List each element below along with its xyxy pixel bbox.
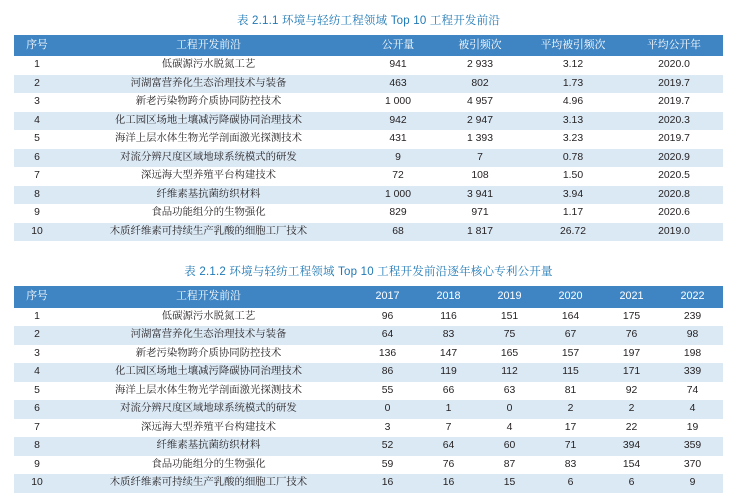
cell-no: 4 (14, 363, 60, 381)
cell-frontier: 对流分辨尺度区域地球系统模式的研发 (60, 149, 357, 167)
table-2-col-2022: 2022 (662, 286, 723, 307)
cell-2017: 64 (357, 326, 418, 344)
table-1-col-frontier: 工程开发前沿 (60, 35, 357, 56)
cell-2021: 76 (601, 326, 662, 344)
cell-avg-year: 2019.7 (625, 93, 723, 111)
table-row (14, 382, 723, 400)
table-1-col-avg-year: 平均公开年 (625, 35, 723, 56)
cell-citations: 2 947 (439, 112, 521, 130)
table-block-2 (14, 257, 723, 492)
cell-2022: 74 (662, 382, 723, 400)
cell-avg-year: 2020.0 (625, 56, 723, 74)
cell-2019: 75 (479, 326, 540, 344)
cell-2022: 370 (662, 456, 723, 474)
cell-2019: 60 (479, 437, 540, 455)
cell-frontier: 食品功能组分的生物强化 (60, 204, 357, 222)
cell-no: 1 (14, 308, 60, 326)
table-2-col-2017: 2017 (357, 286, 418, 307)
cell-disclosures: 72 (357, 167, 439, 185)
cell-avg-year: 2019.0 (625, 223, 723, 241)
cell-no: 4 (14, 112, 60, 130)
cell-2019: 4 (479, 419, 540, 437)
table-row (14, 345, 723, 363)
cell-2021: 175 (601, 308, 662, 326)
cell-2021: 154 (601, 456, 662, 474)
cell-avg-citations: 4.96 (521, 93, 625, 111)
table-1-body (14, 56, 723, 241)
cell-frontier: 河湖富营养化生态治理技术与装备 (60, 75, 357, 93)
cell-2019: 87 (479, 456, 540, 474)
cell-2020: 71 (540, 437, 601, 455)
cell-frontier: 对流分辨尺度区域地球系统模式的研发 (60, 400, 357, 418)
table-row (14, 223, 723, 241)
cell-disclosures: 941 (357, 56, 439, 74)
cell-no: 3 (14, 345, 60, 363)
cell-2019: 151 (479, 308, 540, 326)
cell-2020: 115 (540, 363, 601, 381)
cell-2021: 92 (601, 382, 662, 400)
cell-no: 8 (14, 186, 60, 204)
cell-2022: 198 (662, 345, 723, 363)
cell-frontier: 木质纤维素可持续生产乳酸的细胞工厂技术 (60, 474, 357, 492)
cell-2018: 7 (418, 419, 479, 437)
table-2-col-2019: 2019 (479, 286, 540, 307)
table-row (14, 419, 723, 437)
cell-avg-citations: 3.94 (521, 186, 625, 204)
cell-2020: 83 (540, 456, 601, 474)
table-2-caption: 表 2.1.2 环境与轻纺工程领域 Top 10 工程开发前沿逐年核心专利公开量 (184, 266, 553, 279)
cell-2017: 52 (357, 437, 418, 455)
cell-2020: 164 (540, 308, 601, 326)
cell-2019: 0 (479, 400, 540, 418)
cell-2017: 136 (357, 345, 418, 363)
cell-frontier: 海洋上层水体生物光学剖面激光探测技术 (60, 130, 357, 148)
cell-avg-citations: 1.50 (521, 167, 625, 185)
cell-2018: 1 (418, 400, 479, 418)
table-2-col-no: 序号 (14, 286, 60, 307)
cell-avg-year: 2019.7 (625, 75, 723, 93)
cell-2021: 197 (601, 345, 662, 363)
cell-frontier: 化工园区场地土壤减污降碳协同治理技术 (60, 112, 357, 130)
cell-2022: 339 (662, 363, 723, 381)
cell-frontier: 深远海大型养殖平台构建技术 (60, 419, 357, 437)
cell-frontier: 木质纤维素可持续生产乳酸的细胞工厂技术 (60, 223, 357, 241)
table-1 (14, 35, 723, 241)
cell-frontier: 新老污染物跨介质协同防控技术 (60, 345, 357, 363)
cell-citations: 971 (439, 204, 521, 222)
cell-avg-citations: 3.23 (521, 130, 625, 148)
cell-frontier: 深远海大型养殖平台构建技术 (60, 167, 357, 185)
cell-disclosures: 431 (357, 130, 439, 148)
table-row (14, 326, 723, 344)
table-2-col-frontier: 工程开发前沿 (60, 286, 357, 307)
cell-avg-citations: 1.73 (521, 75, 625, 93)
cell-2018: 119 (418, 363, 479, 381)
cell-no: 6 (14, 149, 60, 167)
cell-citations: 3 941 (439, 186, 521, 204)
cell-2022: 359 (662, 437, 723, 455)
table-2-col-2021: 2021 (601, 286, 662, 307)
cell-2021: 2 (601, 400, 662, 418)
cell-no: 5 (14, 382, 60, 400)
cell-avg-citations: 0.78 (521, 149, 625, 167)
cell-2017: 0 (357, 400, 418, 418)
cell-avg-year: 2020.9 (625, 149, 723, 167)
cell-disclosures: 68 (357, 223, 439, 241)
cell-2018: 66 (418, 382, 479, 400)
table-1-caption: 表 2.1.1 环境与轻纺工程领域 Top 10 工程开发前沿 (236, 15, 501, 27)
cell-frontier: 海洋上层水体生物光学剖面激光探测技术 (60, 382, 357, 400)
cell-no: 9 (14, 204, 60, 222)
cell-citations: 108 (439, 167, 521, 185)
cell-avg-year: 2019.7 (625, 130, 723, 148)
cell-disclosures: 1 000 (357, 186, 439, 204)
cell-disclosures: 829 (357, 204, 439, 222)
table-2 (14, 286, 723, 492)
cell-frontier: 新老污染物跨介质协同防控技术 (60, 93, 357, 111)
cell-avg-year: 2020.3 (625, 112, 723, 130)
cell-frontier: 低碳源污水脱氮工艺 (60, 56, 357, 74)
cell-no: 2 (14, 326, 60, 344)
cell-no: 1 (14, 56, 60, 74)
cell-no: 3 (14, 93, 60, 111)
cell-2020: 2 (540, 400, 601, 418)
table-row (14, 186, 723, 204)
cell-no: 9 (14, 456, 60, 474)
cell-2018: 147 (418, 345, 479, 363)
cell-2022: 239 (662, 308, 723, 326)
cell-2019: 15 (479, 474, 540, 492)
cell-2020: 67 (540, 326, 601, 344)
table-1-col-avg-citations: 平均被引频次 (521, 35, 625, 56)
cell-frontier: 纤维素基抗菌纺织材料 (60, 437, 357, 455)
cell-frontier: 食品功能组分的生物强化 (60, 456, 357, 474)
cell-citations: 1 817 (439, 223, 521, 241)
cell-avg-citations: 26.72 (521, 223, 625, 241)
cell-2018: 76 (418, 456, 479, 474)
cell-no: 10 (14, 474, 60, 492)
cell-2017: 16 (357, 474, 418, 492)
cell-no: 6 (14, 400, 60, 418)
cell-2017: 55 (357, 382, 418, 400)
cell-2017: 3 (357, 419, 418, 437)
cell-2018: 16 (418, 474, 479, 492)
cell-disclosures: 942 (357, 112, 439, 130)
cell-no: 10 (14, 223, 60, 241)
table-row (14, 308, 723, 326)
cell-avg-citations: 3.12 (521, 56, 625, 74)
cell-2019: 63 (479, 382, 540, 400)
table-2-col-2020: 2020 (540, 286, 601, 307)
table-2-head (14, 286, 723, 307)
cell-2018: 116 (418, 308, 479, 326)
table-row (14, 474, 723, 492)
cell-2017: 96 (357, 308, 418, 326)
cell-no: 7 (14, 419, 60, 437)
table-1-col-citations: 被引频次 (439, 35, 521, 56)
cell-avg-citations: 3.13 (521, 112, 625, 130)
cell-avg-citations: 1.17 (521, 204, 625, 222)
table-1-head (14, 35, 723, 56)
cell-2018: 64 (418, 437, 479, 455)
cell-frontier: 化工园区场地土壤减污降碳协同治理技术 (60, 363, 357, 381)
table-1-header-row (14, 35, 723, 56)
cell-2021: 394 (601, 437, 662, 455)
table-2-col-2018: 2018 (418, 286, 479, 307)
cell-2020: 157 (540, 345, 601, 363)
table-row (14, 437, 723, 455)
table-2-header-row (14, 286, 723, 307)
cell-disclosures: 463 (357, 75, 439, 93)
cell-2019: 165 (479, 345, 540, 363)
table-1-col-no: 序号 (14, 35, 60, 56)
cell-2019: 112 (479, 363, 540, 381)
table-row (14, 400, 723, 418)
cell-no: 8 (14, 437, 60, 455)
cell-2020: 17 (540, 419, 601, 437)
table-row (14, 363, 723, 381)
cell-2021: 22 (601, 419, 662, 437)
cell-2021: 6 (601, 474, 662, 492)
table-row (14, 112, 723, 130)
cell-2022: 98 (662, 326, 723, 344)
cell-disclosures: 1 000 (357, 93, 439, 111)
cell-2018: 83 (418, 326, 479, 344)
table-row (14, 93, 723, 111)
cell-avg-year: 2020.5 (625, 167, 723, 185)
cell-no: 2 (14, 75, 60, 93)
cell-2022: 19 (662, 419, 723, 437)
cell-citations: 4 957 (439, 93, 521, 111)
cell-2022: 4 (662, 400, 723, 418)
cell-avg-year: 2020.8 (625, 186, 723, 204)
cell-2021: 171 (601, 363, 662, 381)
cell-disclosures: 9 (357, 149, 439, 167)
table-row (14, 204, 723, 222)
cell-citations: 7 (439, 149, 521, 167)
table-block-1 (14, 6, 723, 241)
cell-citations: 1 393 (439, 130, 521, 148)
table-1-col-disclosures: 公开量 (357, 35, 439, 56)
table-row (14, 75, 723, 93)
table-row (14, 456, 723, 474)
cell-no: 7 (14, 167, 60, 185)
cell-frontier: 河湖富营养化生态治理技术与装备 (60, 326, 357, 344)
table-gap (14, 241, 723, 257)
table-row (14, 130, 723, 148)
cell-citations: 2 933 (439, 56, 521, 74)
cell-2020: 6 (540, 474, 601, 492)
cell-citations: 802 (439, 75, 521, 93)
cell-avg-year: 2020.6 (625, 204, 723, 222)
cell-frontier: 低碳源污水脱氮工艺 (60, 308, 357, 326)
table-2-body (14, 308, 723, 493)
cell-2017: 59 (357, 456, 418, 474)
table-row (14, 149, 723, 167)
cell-2017: 86 (357, 363, 418, 381)
cell-frontier: 纤维素基抗菌纺织材料 (60, 186, 357, 204)
table-row (14, 56, 723, 74)
cell-2022: 9 (662, 474, 723, 492)
table-row (14, 167, 723, 185)
cell-no: 5 (14, 130, 60, 148)
cell-2020: 81 (540, 382, 601, 400)
